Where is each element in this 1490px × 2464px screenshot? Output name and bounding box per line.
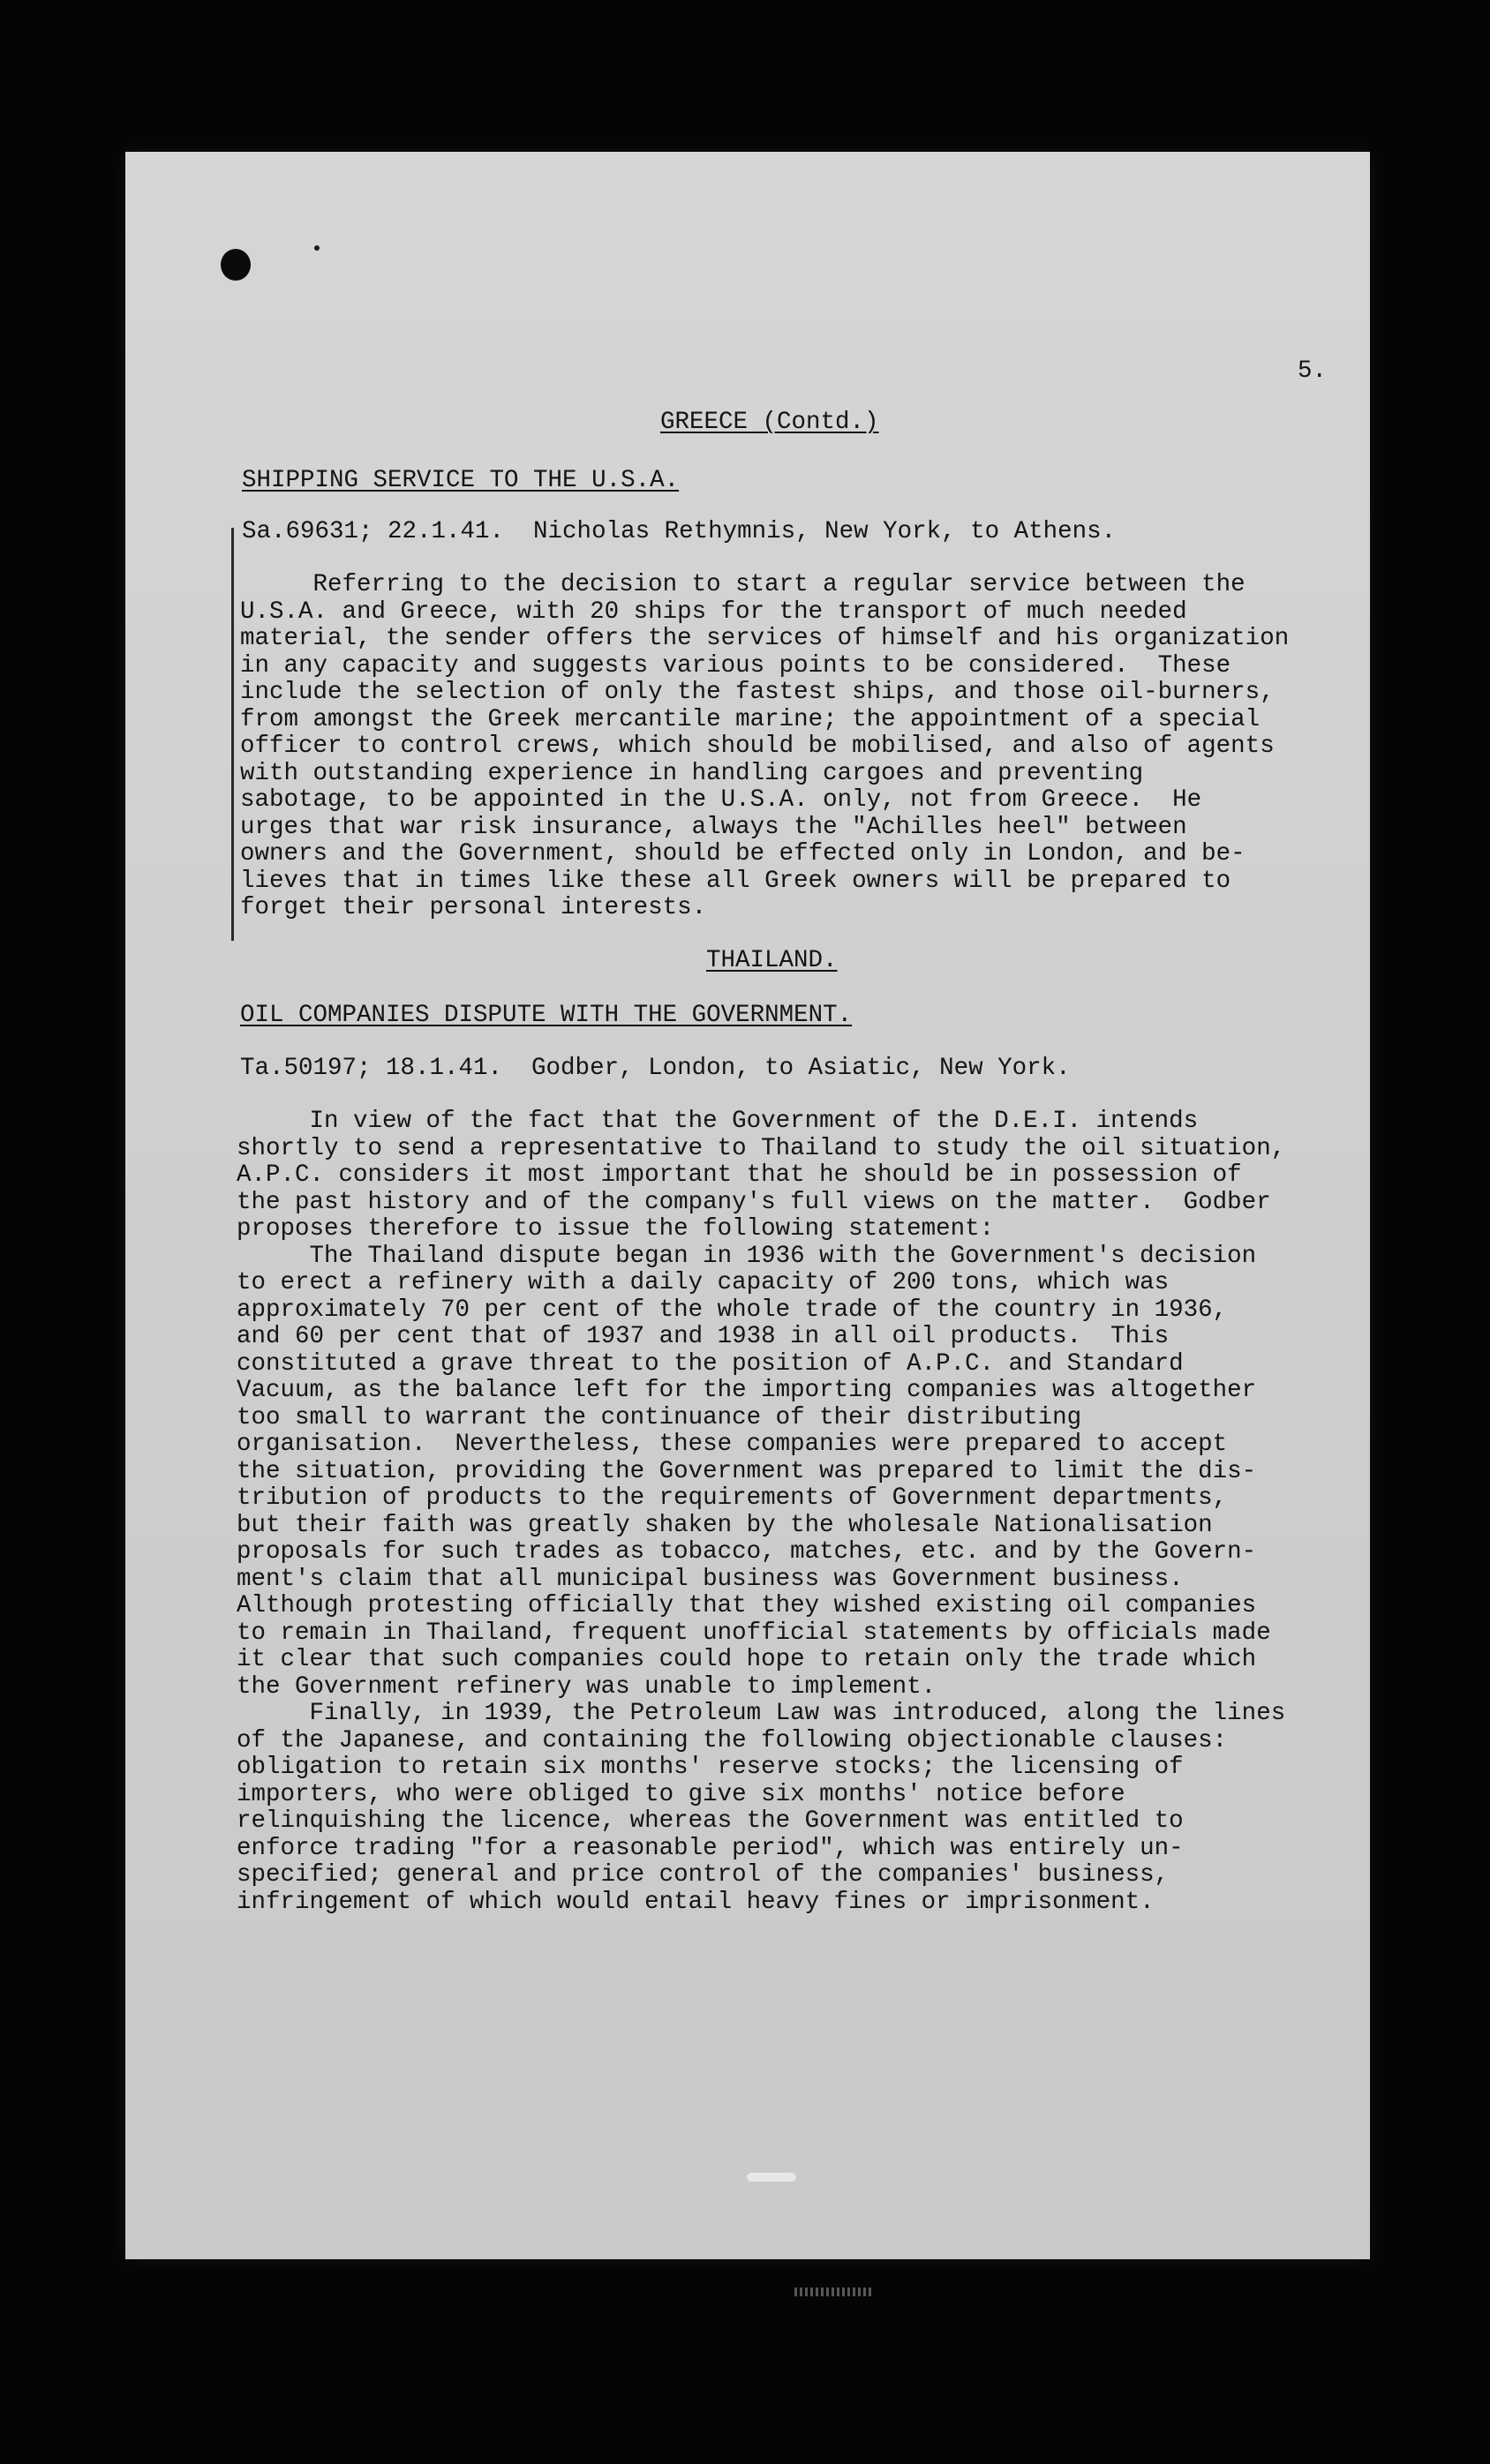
subheading-shipping-service: SHIPPING SERVICE TO THE U.S.A. [242,467,680,494]
section-heading-thailand: THAILAND. [706,947,838,974]
punch-dot [314,245,320,251]
margin-bracket-line [231,528,234,941]
paragraph-shipping: Referring to the decision to start a regular service between the U.S.A. and Greece, with 20 ships for the transport of much needed material, the sender offers the services of himself and his organization in any capacity and suggests various points to be considered. These include the selection of only the fastest ships, and those oil-burners, from amongst the Greek mercantile marine; the appointment of a special officer to control crews, which should be mobilised, and also of agents with outstanding experience in handling cargoes and preventing sabotage, to be appointed in the U.S.A. only, not from Greece. He urges that war risk insurance, always the "Achilles heel" between owners and the Government, should be effected only in London, and be- lieves that in times like these all Greek owners will be prepared to forget their personal interests. [240,571,1290,921]
section-heading-greece: GREECE (Contd.) [660,409,879,436]
punch-hole [221,249,251,281]
paragraph-thailand: In view of the fact that the Government of the D.E.I. intends shortly to send a representative to Thailand to study the oil situation, A.P.C. considers it most important that he should be in possession of the past history and of the company's full views on the matter. Godber proposes therefore to issue the following statement: The Thailand dispute began in 1936 with the Government's decision to erect a refinery with a daily capacity of 200 tons, which was approximately 70 per cent of the whole trade of the country in 1936, and 60 per cent that of 1937 and 1938 in all oil products. This constituted a grave threat to the position of A.P.C. and Standard Vacuum, as the balance left for the importing companies was altogether too small to warrant the continuance of their distributing organisation. Nevertheless, these companies were prepared to accept the situation, providing the Government was prepared to limit the dis- tribution of products to the requirements of Government departments, but their faith was greatly shaken by the wholesale Nationalisation proposals for such trades as tobacco, matches, etc. and by the Govern- ment's claim that all municipal business was Government business. Although protesting officially that they wished existing oil companies to remain in Thailand, frequent unofficial statements by officials made it clear that such companies could hope to retain only the trade which the Government refinery was unable to implement. Finally, in 1939, the Petroleum Law was introduced, along the lines of the Japanese, and containing the following objectionable clauses: obligation to retain six months' reserve stocks; the licensing of importers, who were obliged to give six months' notice before relinquishing the licence, whereas the Government was entitled to enforce trading "for a reasonable period", which was entirely un- specified; general and price control of the companies' business, infringement of which would entail heavy fines or imprisonment. [237,1108,1286,1916]
scan-smudge [747,2173,796,2182]
message-reference-1: Sa.69631; 22.1.41. Nicholas Rethymnis, New York, to Athens. [242,518,1117,545]
page-number: 5. [1298,357,1328,385]
message-reference-2: Ta.50197; 18.1.41. Godber, London, to Asiatic, New York. [240,1055,1071,1082]
scan-artifact [794,2287,874,2296]
subheading-oil-dispute: OIL COMPANIES DISPUTE WITH THE GOVERNMENT. [240,1002,853,1029]
